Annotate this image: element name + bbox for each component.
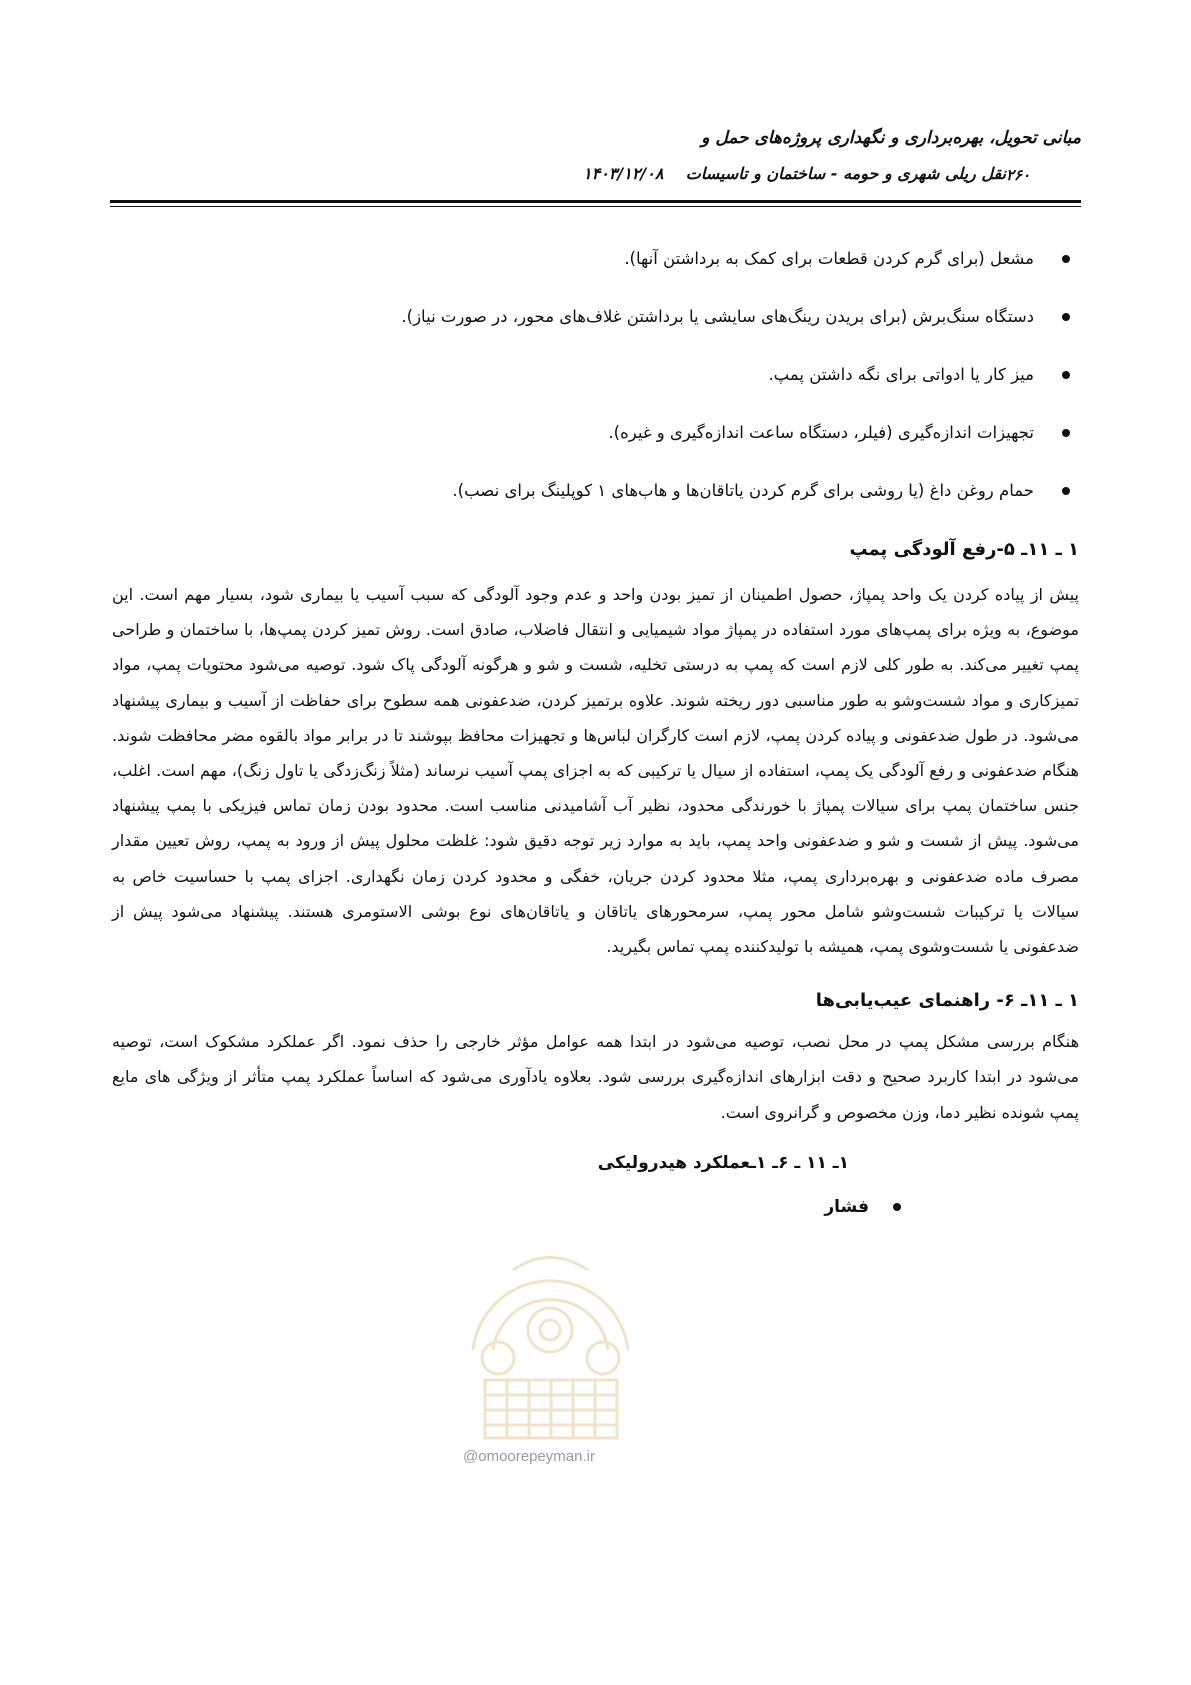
bullet-text: تجهیزات اندازه‌گیری (فیلر، دستگاه ساعت اندازه‌گیری و غیره). bbox=[608, 423, 1034, 442]
bullet-item bbox=[112, 245, 1079, 273]
section-heading-troubleshooting: ۱ ـ ۱۱ـ ۶- راهنمای عیب‌یابی‌ها bbox=[815, 990, 1079, 1012]
bullet-text: مشعل (برای گرم کردن قطعات برای کمک به برداشتن آنها). bbox=[624, 249, 1034, 268]
header-rule-thin bbox=[110, 206, 1081, 207]
page-header bbox=[110, 120, 1081, 212]
bullet-dot-icon bbox=[1062, 487, 1070, 495]
bullet-text: میز کار یا ادواتی برای نگه داشتن پمپ. bbox=[768, 365, 1034, 384]
bullet-text: حمام روغن داغ (یا روشی برای گرم کردن یاتاقان‌ها و هاب‌های ۱ کوپلینگ برای نصب). bbox=[452, 481, 1034, 500]
bullet-dot-icon bbox=[1062, 429, 1070, 437]
bullet-dot-icon bbox=[893, 1203, 901, 1211]
bullet-dot-icon bbox=[1062, 313, 1070, 321]
bullet-item bbox=[112, 361, 1079, 389]
header-date: ۱۴۰۳/۱۲/۰۸ bbox=[583, 164, 664, 183]
troubleshooting-paragraph: هنگام بررسی مشکل پمپ در محل نصب، توصیه می‌شود در ابتدا همه عوامل مؤثر خارجی را حذف نمود. اگر عملکرد مشکوک است، توصیه می‌شود در ابتدا کاربرد صحیح و دقت ابزارهای اندازه‌گیری بررسی شود. بعلاوه یادآوری می‌شود که اساساً عملکرد پمپ متأثر از ویژگی های مایع پمپ شونده نظیر دما، وزن مخصوص و گرانروی است. bbox=[112, 1032, 1079, 1122]
bullet-dot-icon bbox=[1062, 255, 1070, 263]
section-heading-decontamination: ۱ ـ ۱۱ـ ۵-رفع آلودگی پمپ bbox=[849, 539, 1079, 560]
header-rule-thick bbox=[110, 200, 1081, 203]
pressure-bullet-text: فشار bbox=[824, 1196, 869, 1217]
bullet-item bbox=[112, 303, 1079, 331]
bullet-text: دستگاه سنگ‌برش (برای بریدن رینگ‌های سایشی یا برداشتن غلاف‌های محور، در صورت نیاز). bbox=[401, 307, 1034, 326]
bullet-dot-icon bbox=[1062, 371, 1070, 379]
watermark-seal-icon bbox=[453, 1240, 648, 1445]
bullet-item bbox=[112, 477, 1079, 505]
pressure-bullet bbox=[112, 1192, 901, 1222]
page-number: ۲۶۰ bbox=[1006, 166, 1031, 184]
page-body bbox=[112, 245, 1079, 1222]
subsection-heading-hydraulic-performance: ۱ـ ۱۱ ـ ۶ـ ۱ـعملکرد هیدرولیکی bbox=[597, 1152, 849, 1173]
tool-bullet-list bbox=[112, 245, 1079, 505]
bullet-item bbox=[112, 419, 1079, 447]
header-title-line1: مبانی تحویل، بهره‌برداری و نگهداری پروژه‌های حمل و bbox=[701, 128, 1081, 148]
decontamination-paragraph: پیش از پیاده کردن یک واحد پمپاژ، حصول اطمینان از تمیز بودن واحد و عدم وجود آلودگی که سبب آسیب یا بیماری شود، بسیار مهم است. این موضوع، به ویژه برای پمپ‌های مورد استفاده در پمپاژ مواد شیمیایی و انتقال فاضلاب، صادق است. روش تمیز کردن پمپ‌ها، با ساختمان و طراحی پمپ تغییر می‌کند. به طور کلی لازم است که پمپ به درستی تخلیه، شست و شو و هرگونه آلودگی پاک شود. توصیه می‌شود محتویات پمپ، مواد تمیزکاری و مواد شست‌وشو به طور مناسبی دور ریخته شوند. علاوه برتمیز کردن، ضدعفونی همه سطوح برای حفاظت از آسیب و بیماری پیشنهاد می‌شود. در طول ضدعفونی و پیاده کردن پمپ، لازم است کارگران لباس‌ها و تجهیزات محافظ بپوشند تا در برابر مواد بالقوه مضر محافظت شوند. هنگام ضدعفونی و رفع آلودگی یک پمپ، استفاده از سیال یا ترکیبی که به اجزای پمپ آسیب نرساند (مثلاً زنگ‌زدگی یا تاول زنگ)، مهم است. اغلب، جنس ساختمان پمپ برای سیالات پمپاژ با خورندگی محدود، نظیر آب آشامیدنی مناسب است. محدود بودن زمان تماس فیزیکی با پمپ پیشنهاد می‌شود. پیش از شست و شو و ضدعفونی واحد پمپ، باید به موارد زیر توجه دقیق شود: غلظت محلول پیش از ورود به پمپ، روش تعیین مقدار مصرف ماده ضدعفونی و بهره‌برداری پمپ، مثلا محدود کردن جریان، خفگی و محدود کردن زمان نگهداری. اجزای پمپ با حساسیت خاص به سیالات یا ترکیبات شست‌وشو شامل محور پمپ، سرمحورهای یاتاقان و یاتاقان‌های نوع بوشی الاستومری هستند. پیشنهاد می‌شود پیش از ضدعفونی یا شست‌وشوی پمپ، همیشه با تولیدکننده پمپ تماس بگیرید. bbox=[112, 585, 1079, 957]
header-title-line2: نقل ریلی شهری و حومه - ساختمان و تاسیسات bbox=[685, 164, 1006, 183]
watermark-url: @omoorepeyman.ir bbox=[463, 1448, 595, 1465]
